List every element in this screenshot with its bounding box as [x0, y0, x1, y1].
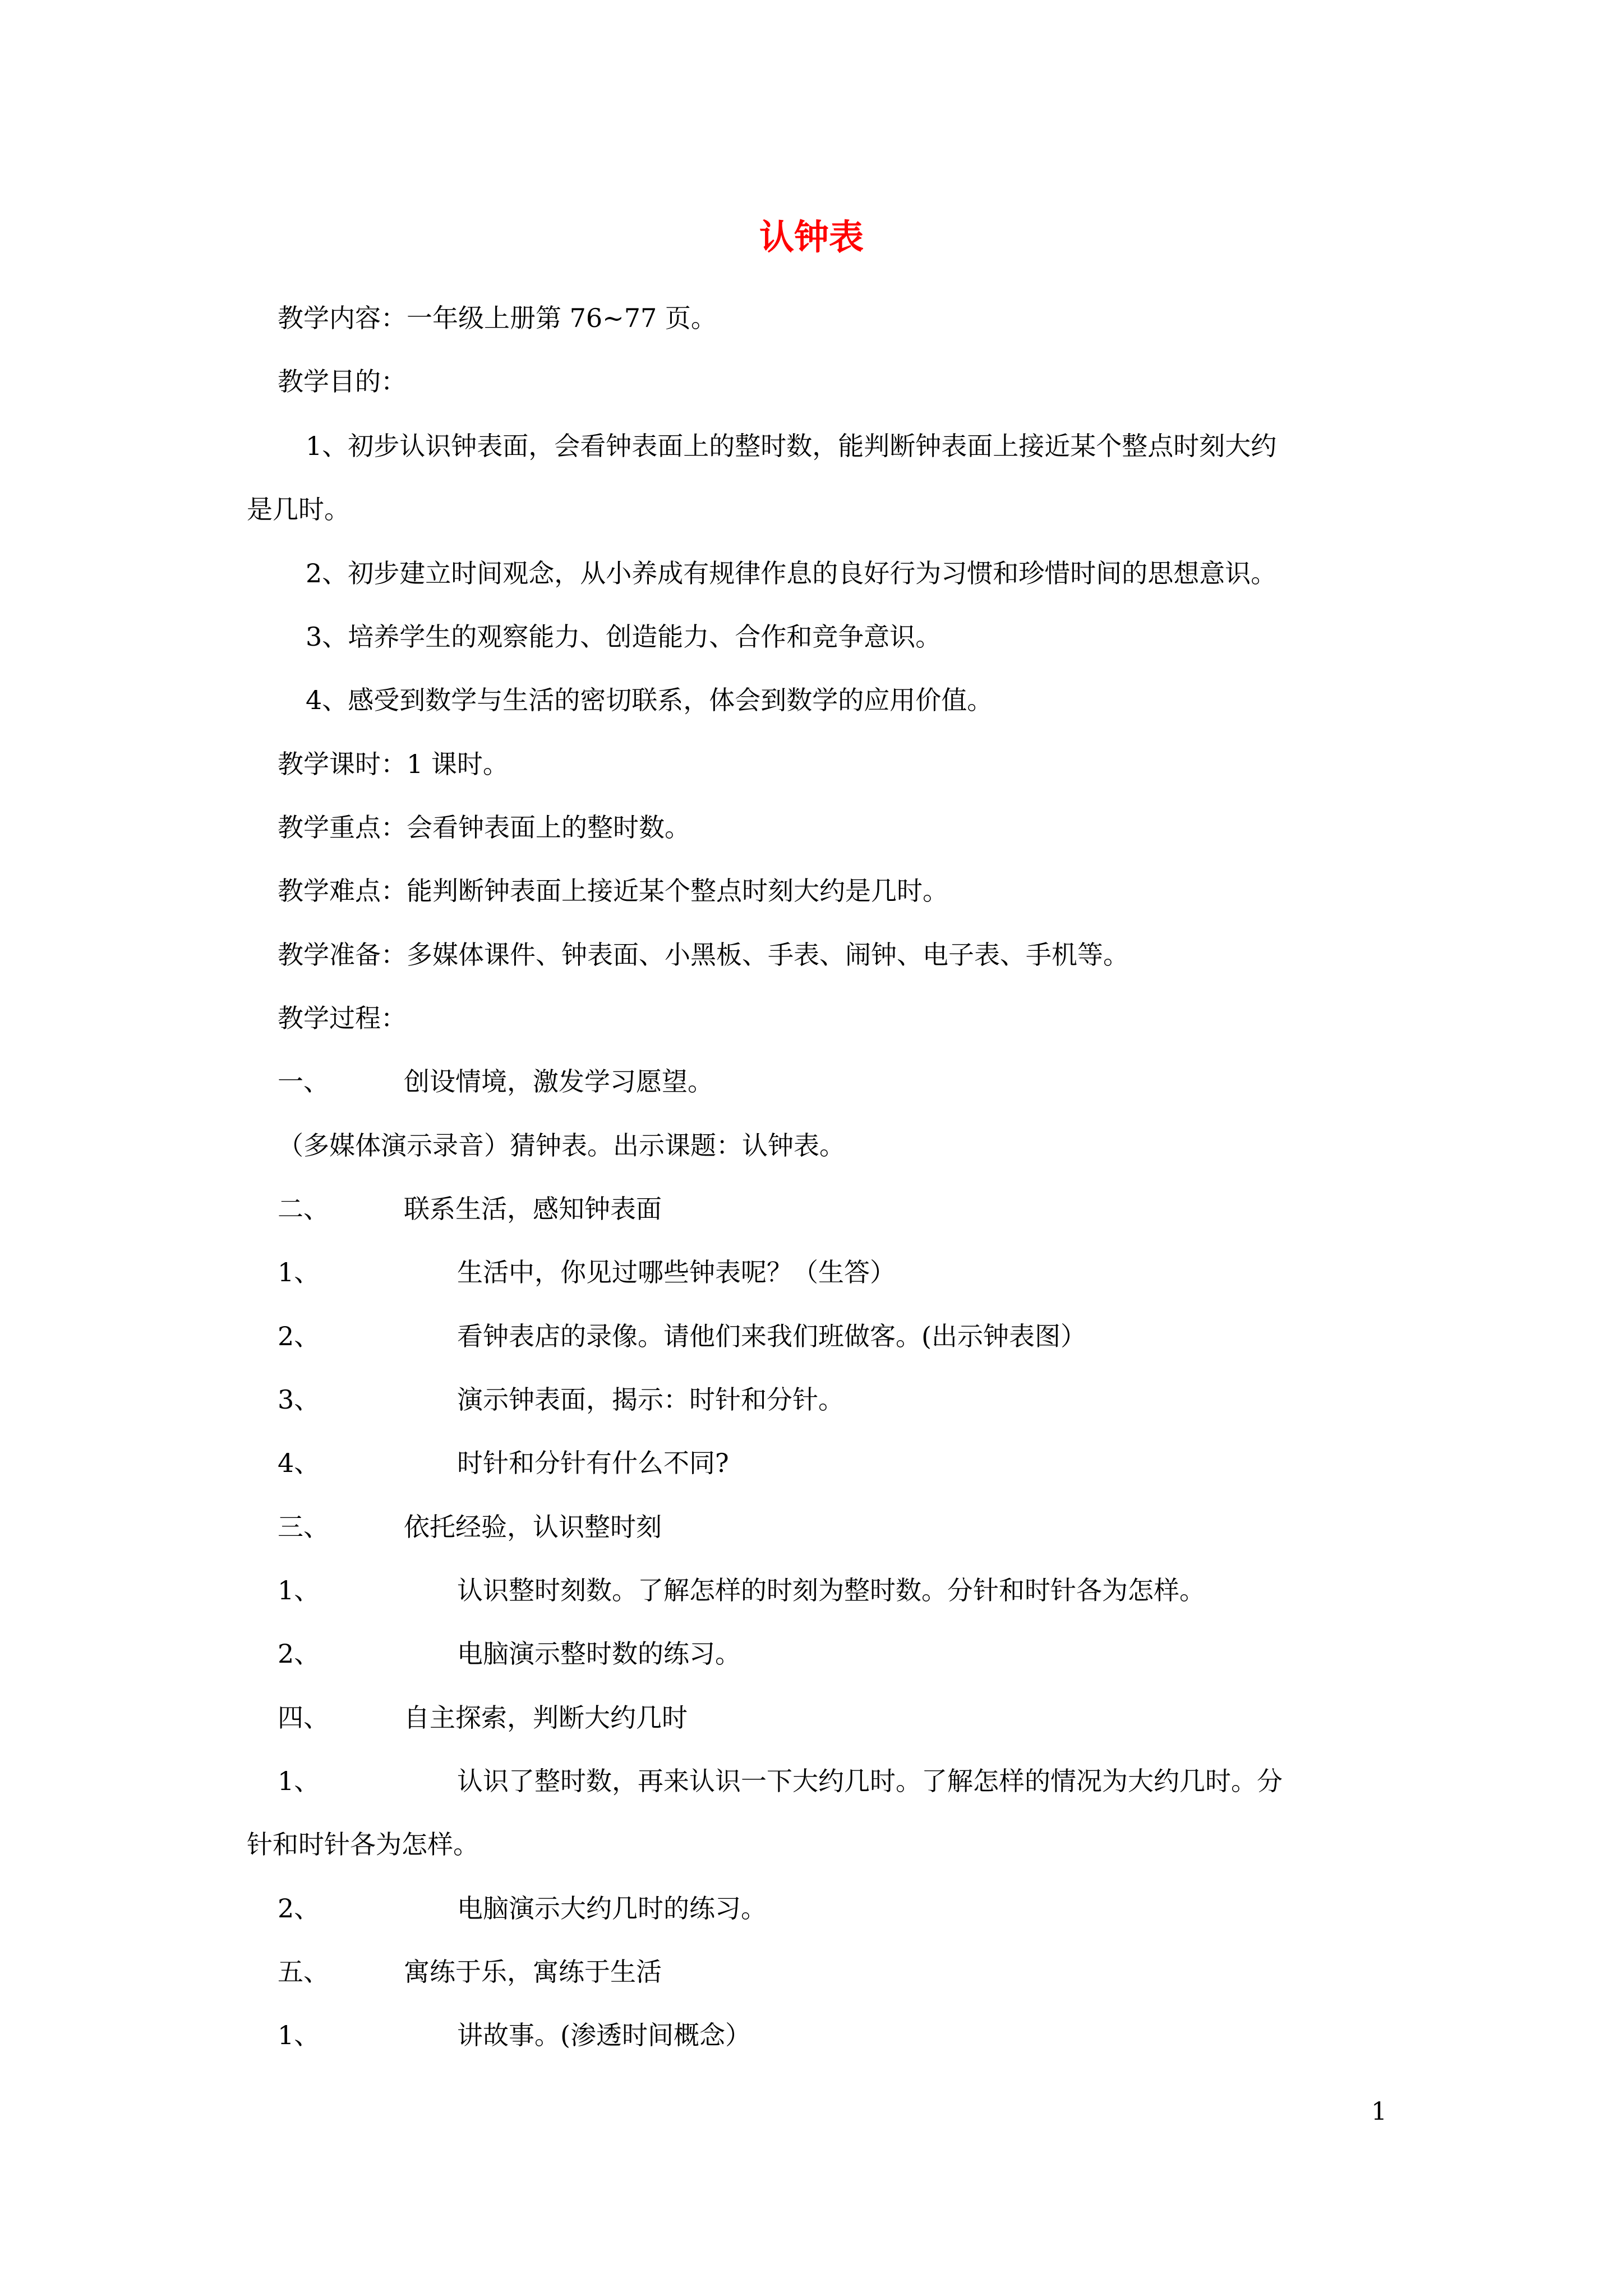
section-number: 一、: [278, 1066, 329, 1097]
section-title: 寓练于乐，寓练于生活: [404, 1957, 662, 1987]
list-item-number: 3、: [278, 1384, 320, 1415]
objective-4: 4、感受到数学与生活的密切联系，体会到数学的应用价值。: [306, 685, 993, 715]
objectives-heading: 教学目的：: [278, 366, 407, 397]
process-heading: 教学过程：: [278, 1003, 407, 1033]
objective-1-continued: 是几时。: [247, 494, 350, 524]
objective-1: 1、初步认识钟表面，会看钟表面上的整时数，能判断钟表面上接近某个整点时刻大约: [306, 431, 1277, 461]
section-1-note: （多媒体演示录音）猜钟表。出示课题：认钟表。: [278, 1130, 845, 1161]
list-item-number: 4、: [278, 1448, 320, 1478]
section-title: 依托经验，认识整时刻: [404, 1512, 662, 1542]
list-item-text: 生活中，你见过哪些钟表呢？（生答）: [457, 1257, 896, 1287]
section-number: 二、: [278, 1194, 329, 1224]
list-item-number: 2、: [278, 1321, 320, 1351]
list-item-text: 电脑演示整时数的练习。: [457, 1639, 741, 1669]
list-item-text: 时针和分针有什么不同?: [457, 1448, 729, 1478]
list-item-text: 认识了整时数，再来认识一下大约几时。了解怎样的情况为大约几时。分: [457, 1766, 1283, 1796]
section-number: 三、: [278, 1512, 329, 1542]
list-item-number: 1、: [278, 1766, 320, 1796]
list-item-number: 2、: [278, 1639, 320, 1669]
section-title: 联系生活，感知钟表面: [404, 1194, 662, 1224]
section-title: 自主探索，判断大约几时: [404, 1703, 688, 1733]
list-item-number: 1、: [278, 1257, 320, 1287]
list-item-number: 2、: [278, 1893, 320, 1924]
list-item-text: 演示钟表面，揭示：时针和分针。: [457, 1384, 844, 1415]
list-item-number: 1、: [278, 2020, 320, 2050]
teaching-content: 教学内容：一年级上册第 76~77 页。: [278, 303, 717, 333]
difficulty: 教学难点：能判断钟表面上接近某个整点时刻大约是几时。: [278, 876, 948, 906]
page-number: 1: [1371, 2097, 1387, 2126]
key-point: 教学重点：会看钟表面上的整时数。: [278, 812, 690, 843]
list-item-text: 电脑演示大约几时的练习。: [457, 1893, 767, 1924]
section-number: 五、: [278, 1957, 329, 1987]
objective-3: 3、培养学生的观察能力、创造能力、合作和竞争意识。: [306, 622, 942, 652]
list-item-text: 认识整时刻数。了解怎样的时刻为整时数。分针和时针各为怎样。: [457, 1575, 1205, 1605]
teaching-hours: 教学课时：1 课时。: [278, 749, 509, 779]
list-item-text: 看钟表店的录像。请他们来我们班做客。(出示钟表图）: [457, 1321, 1086, 1351]
section-title: 创设情境，激发学习愿望。: [404, 1066, 713, 1097]
section-number: 四、: [278, 1703, 329, 1733]
preparation: 教学准备：多媒体课件、钟表面、小黑板、手表、闹钟、电子表、手机等。: [278, 940, 1129, 970]
objective-2: 2、初步建立时间观念，从小养成有规律作息的良好行为习惯和珍惜时间的思想意识。: [306, 558, 1277, 588]
list-item-text: 讲故事。(渗透时间概念）: [457, 2020, 751, 2050]
list-item-continued: 针和时针各为怎样。: [247, 1829, 479, 1860]
list-item-number: 1、: [278, 1575, 320, 1605]
document-title: 认钟表: [759, 217, 864, 257]
